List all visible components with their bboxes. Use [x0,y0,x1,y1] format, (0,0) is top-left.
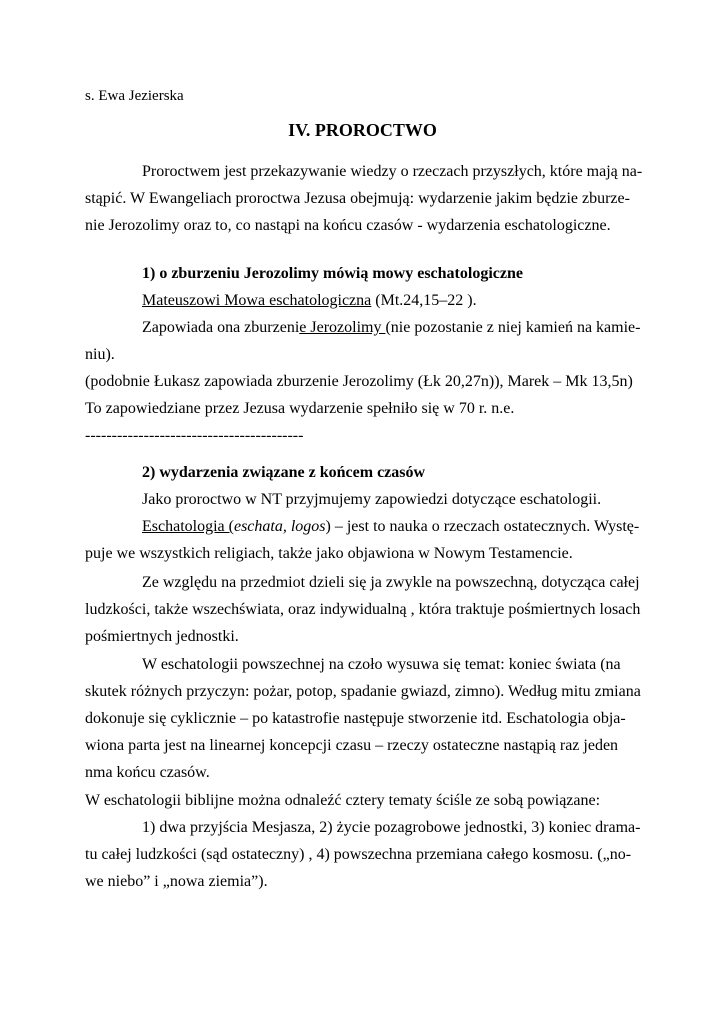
mateusz-link: Mateuszowi Mowa eschatologiczna [142,292,372,309]
eschatologia-line-2: puje we wszystkich religiach, także jako objawiona w Nowym Testamencie. [85,545,573,562]
themes-line-1: 1) dwa przyjścia Mesjasza, 2) życie pozagrobowe jednostki, 3) koniec drama- [142,819,641,836]
zapowiada-continuation: niu). [85,346,115,363]
universal-line-1: W eschatologii powszechnej na czoło wysuwa się temat: koniec świata (na [142,656,621,673]
mateusz-line [142,291,477,311]
universal-line-5: nma końcu czasów. [85,764,210,781]
division-line-1: Ze względu na przedmiot dzieli się ja zwykle na powszechną, dotycząca całej [142,574,640,591]
author-line: s. Ewa Jezierska [85,88,184,104]
separator-dashes: ----------------------------------------- [85,427,304,444]
themes-line-3: we niebo” i „nowa ziemia”). [85,873,268,890]
mateusz-ref: (Mt.24,15–22 ). [371,292,477,309]
division-line-3: pośmiertnych jednostki. [85,628,239,645]
universal-line-2: skutek różnych przyczyn: pożar, potop, spadanie gwiazd, zimno). Według mitu zmiana [85,683,641,700]
universal-line-4: wiona parta jest na linearnej koncepcji czasu – rzeczy ostateczne nastąpią raz jeden [85,737,619,754]
biblical-line: W eschatologii biblijne można odnaleźć cztery tematy ściśle ze sobą powiązane: [85,792,601,809]
zapowiada-line [142,318,640,338]
fulfillment-line: To zapowiedziane przez Jezusa wydarzenie spełniło się w 70 r. n.e. [85,400,515,417]
jerozolimy-underlined: e Jerozolimy [299,319,386,336]
eschatologia-line [142,517,639,537]
themes-line-2: tu całej ludzkości (sąd ostateczny) , 4) powszechna przemiana całego kosmosu. („no- [85,846,632,863]
eschatologia-rest: ) – jest to nauka o rzeczach ostatecznych. Wystę- [325,518,640,535]
universal-line-3: dokonuje się cyklicznie – po katastrofie następuje stworzenie itd. Eschatologia obja- [85,710,626,727]
eschatologia-link: Eschatologia ( [142,518,234,535]
section-2-heading: 2) wydarzenia związane z końcem czasów [142,464,426,481]
intro-line-2: stąpić. W Ewangeliach proroctwa Jezusa obejmują: wydarzenie jakim będzie zburze- [85,190,630,207]
intro-line-3: nie Jerozolimy oraz to, co nastąpi na końcu czasów - wydarzenia eschatologiczne. [85,217,611,234]
lukasz-line: (podobnie Łukasz zapowiada zburzenie Jerozolimy (Łk 20,27n)), Marek – Mk 13,5n) [85,373,633,390]
eschatologia-etymology: eschata, logos [233,518,326,535]
intro-line-1: Proroctwem jest przekazywanie wiedzy o rzeczach przyszłych, które mają na- [142,163,643,180]
section-1-heading: 1) o zburzeniu Jerozolimy mówią mowy eschatologiczne [142,265,523,282]
zapowiada-rest: (nie pozostanie z niej kamień na kamie- [385,319,641,336]
section-2-p1: Jako proroctwo w NT przyjmujemy zapowiedzi dotyczące eschatologii. [142,491,602,508]
page-title: IV. PROROCTWO [288,120,437,140]
division-line-2: ludzkości, także wszechświata, oraz indywidualną , która traktuje pośmiertnych losach [85,601,641,618]
zapowiada-text: Zapowiada ona zburzeni [142,319,300,336]
